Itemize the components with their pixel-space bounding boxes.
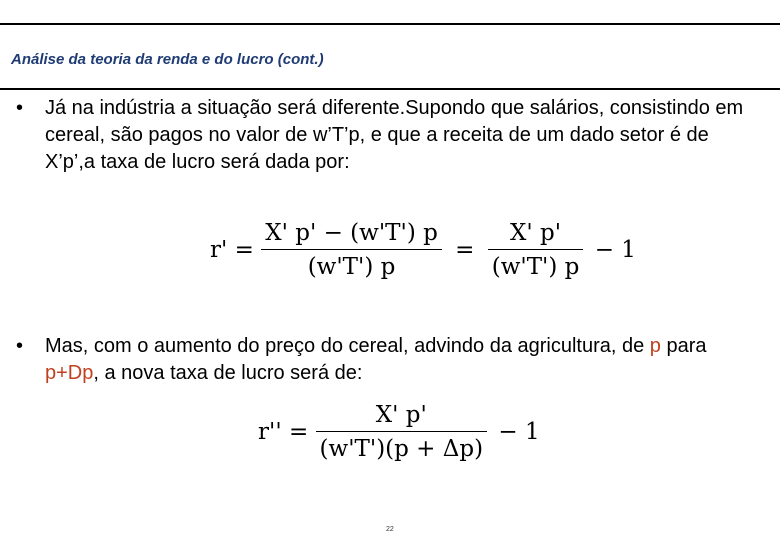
formula-1-fraction-1 [261,220,442,280]
formula-2-numerator: X' p' [375,402,427,428]
bullet-2-text-after: , a nova taxa de lucro será de: [93,362,363,384]
formula-1-equals: = [455,237,475,263]
formula-2-lhs: r'' = [258,419,309,445]
formula-new-profit-rate [258,402,540,462]
highlight-p: p [649,335,661,357]
formula-1-fraction-1-numerator: X' p' − (w'T') p [265,220,438,246]
formula-profit-rate [210,220,636,280]
bullet-2-text-mid: para [660,335,707,357]
formula-1-fraction-1-denominator: (w'T') p [261,249,442,280]
page-number: 22 [386,526,394,533]
title-underline-rule [0,88,780,90]
formula-2-denominator: (w'T')(p + Δp) [316,431,488,462]
formula-1-lhs: r' = [210,237,254,263]
bullet-2-text [45,333,756,387]
top-rule [0,23,780,25]
bullet-2 [16,333,756,387]
formula-1-fraction-2 [488,220,584,280]
slide-title: Análise da teoria da renda e do lucro (cont.) [11,51,324,68]
highlight-p-plus-dp: p+Dp [45,362,94,384]
formula-1-minus-one: − 1 [594,237,636,263]
bullet-marker: • [16,97,24,119]
bullet-2-text-before: Mas, com o aumento do preço do cereal, advindo da agricultura, de [45,335,650,357]
formula-1-fraction-2-numerator: X' p' [510,220,562,246]
formula-1-fraction-2-denominator: (w'T') p [488,249,584,280]
bullet-1-text: Já na indústria a situação será diferente.Supondo que salários, consistindo em cereal, são pagos no valor de w’T’p, e que a receita de um dado setor é de X’p’,a taxa de lucro será dada por: [45,97,744,173]
bullet-1 [16,95,756,176]
formula-2-fraction [316,402,488,462]
bullet-marker: • [16,335,24,357]
formula-2-minus-one: − 1 [498,419,540,445]
